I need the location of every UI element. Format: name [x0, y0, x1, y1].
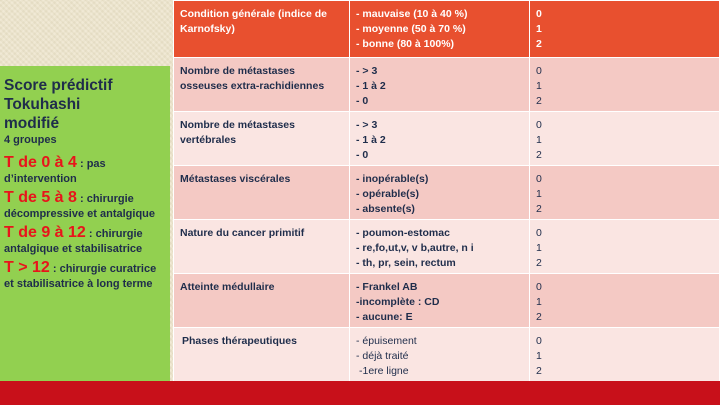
table-row: [174, 112, 720, 166]
scores-cell: 0 1 2: [530, 58, 720, 112]
scores-cell: 0 1 2: [530, 274, 720, 328]
group-text: : chirurgie antalgique et stabilisatrice: [4, 228, 143, 255]
table-row: [174, 58, 720, 112]
table-row: [174, 220, 720, 274]
options-cell: - épuisement - déjà traité -1ere ligne: [350, 328, 530, 386]
criterion-cell: Condition générale (indice de Karnofsky): [174, 1, 350, 58]
scores-cell: 0 1 2: [530, 328, 720, 386]
group-range: T de 0 à 4: [4, 154, 77, 171]
options-cell: - > 3 - 1 à 2 - 0: [350, 112, 530, 166]
options-cell: - mauvaise (10 à 40 %) - moyenne (50 à 70 %) - bonne (80 à 100%): [350, 1, 530, 58]
score-panel: [0, 66, 170, 382]
scores-cell: 0 1 2: [530, 1, 720, 58]
group-range: T de 5 à 8: [4, 189, 77, 206]
criterion-cell: Phases thérapeutiques: [174, 328, 350, 386]
group-entry: [4, 260, 166, 292]
table-row: [174, 166, 720, 220]
group-text: : pas d’intervention: [4, 158, 106, 185]
scores-cell: 0 1 2: [530, 220, 720, 274]
criterion-cell: Atteinte médullaire: [174, 274, 350, 328]
group-text: : chirurgie curatrice et stabilisatrice à long terme: [4, 263, 157, 290]
scores-cell: 0 1 2: [530, 166, 720, 220]
panel-title: Score prédictif Tokuhashi modifié: [4, 77, 113, 132]
group-entry: [4, 190, 166, 222]
tokuhashi-table: [173, 0, 720, 386]
criterion-cell: Nature du cancer primitif: [174, 220, 350, 274]
bottom-bar: [0, 381, 720, 405]
table-row: [174, 274, 720, 328]
options-cell: - inopérable(s) - opérable(s) - absente(s): [350, 166, 530, 220]
criterion-cell: Métastases viscérales: [174, 166, 350, 220]
options-cell: - Frankel AB -incomplète : CD - aucune: E: [350, 274, 530, 328]
group-entry: [4, 155, 166, 187]
options-cell: - > 3 - 1 à 2 - 0: [350, 58, 530, 112]
group-entry: [4, 225, 166, 257]
table-row: [174, 328, 720, 386]
group-range: T de 9 à 12: [4, 224, 86, 241]
scores-cell: 0 1 2: [530, 112, 720, 166]
criterion-cell: Nombre de métastases vertébrales: [174, 112, 350, 166]
table-row: [174, 1, 720, 58]
panel-subtitle: 4 groupes: [4, 134, 57, 146]
group-text: : chirurgie décompressive et antalgique: [4, 193, 155, 220]
options-cell: - poumon-estomac - re,fo,ut,v, v b,autre, n i - th, pr, sein, rectum: [350, 220, 530, 274]
group-range: T > 12: [4, 259, 50, 276]
criterion-cell: Nombre de métastases osseuses extra-rachidiennes: [174, 58, 350, 112]
